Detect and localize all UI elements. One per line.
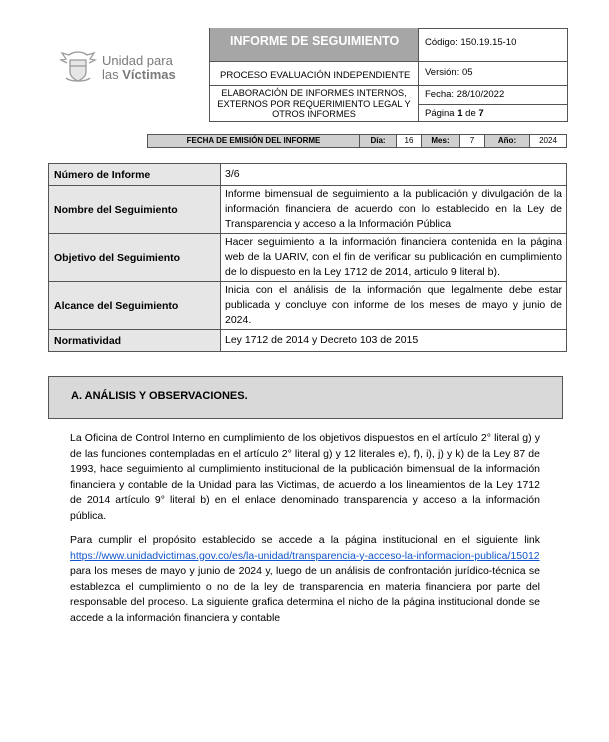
row-value: Ley 1712 de 2014 y Decreto 103 de 2015 [221, 330, 567, 352]
row-label: Normatividad [49, 330, 221, 352]
paragraph-2-after: para los meses de mayo y junio de 2024 y, luego de un análisis de confrontación jurídico-técnica se establezca el cumplimiento o no de la ley de transparencia en materia financiera por parte del responsable del proceso. La siguiente grafica determina el nicho de la página institucional donde se accede a la información financiera y contable [70, 565, 540, 624]
coat-of-arms-icon [58, 48, 98, 86]
emission-label: FECHA DE EMISIÓN DEL INFORME [148, 135, 360, 147]
document-date: Fecha: 28/10/2022 [418, 85, 568, 104]
year-value: 2024 [539, 136, 557, 145]
month-value: 7 [460, 135, 485, 147]
emission-date-row [147, 134, 567, 148]
process-name: PROCESO EVALUACIÓN INDEPENDIENTE [210, 61, 418, 85]
day-value: 16 [397, 135, 422, 147]
table-row [49, 330, 567, 352]
day-label: Día: [360, 135, 397, 147]
page-prefix: Página [425, 108, 458, 119]
row-value: Informe bimensual de seguimiento a la publicación y divulgación de la información financiera de acuerdo con lo establecido en la Ley de Transparencia y acceso a la Información Pública [221, 186, 567, 234]
table-row [49, 164, 567, 186]
table-row [49, 186, 567, 234]
month-label: Mes: [422, 135, 460, 147]
document-version: Versión: 05 [418, 61, 568, 85]
row-value: Inicia con el análisis de la información que legalmente debe estar publicada y concluye con informe de los meses de mayo y junio de 2024. [221, 282, 567, 330]
logo-line1: Unidad para [102, 53, 173, 68]
logo-line2-bold: Víctimas [122, 67, 176, 82]
row-label: Alcance del Seguimiento [49, 282, 221, 330]
logo-line2 [102, 68, 176, 82]
row-value: 3/6 [221, 164, 567, 186]
logo-text [102, 54, 176, 82]
section-heading: A. ANÁLISIS Y OBSERVACIONES. [48, 376, 563, 419]
document-title: INFORME DE SEGUIMIENTO [210, 28, 418, 61]
page-mid: de [462, 108, 479, 119]
table-row [49, 282, 567, 330]
logo-cell [48, 28, 210, 122]
row-label: Nombre del Seguimiento [49, 186, 221, 234]
page-number: 1 [457, 108, 463, 119]
page-indicator [418, 104, 568, 122]
document-code: Código: 150.19.15-10 [418, 28, 568, 61]
transparency-link[interactable]: https://www.unidadvictimas.gov.co/es/la-unidad/transparencia-y-acceso-la-informacion-publica/15012 [70, 549, 540, 562]
paragraph-1: La Oficina de Control Interno en cumplimiento de los objetivos dispuestos en el artículo 2° literal g) y de las funciones contempladas en el artículo 2° literal g) y 12 literales e), f), i), j) y k) de la Ley 87 de 1993, hace seguimiento al cumplimiento institucional de la publicación bimensual de la información financiera y contable de la Unidad para las Victimas, de acuerdo a los lineamientos de la Ley 1712 de 2014 artículo 9° literal b) en el enlace denominado transparencia y acceso a la información pública. [70, 432, 540, 522]
report-info-table [48, 163, 567, 352]
table-row [49, 234, 567, 282]
procedure-name: ELABORACIÓN DE INFORMES INTERNOS, EXTERNOS POR REQUERIMIENTO LEGAL Y OTROS INFORMES [210, 85, 418, 122]
year-label: Año: [485, 135, 530, 147]
row-value: Hacer seguimiento a la información financiera contenida en la página web de la UARIV, con el fin de verificar su publicación en cumplimiento de lo dispuesto en la Ley 1712 de 2014, articulo 9 literal b). [221, 234, 567, 282]
row-label: Número de Informe [49, 164, 221, 186]
page-total: 7 [478, 108, 484, 119]
logo-line2-prefix: las [102, 67, 123, 82]
paragraph-2-before: Para cumplir el propósito establecido se accede a la página institucional en el siguiente link [70, 534, 540, 546]
paragraph-2 [70, 533, 540, 627]
row-label: Objetivo del Seguimiento [49, 234, 221, 282]
